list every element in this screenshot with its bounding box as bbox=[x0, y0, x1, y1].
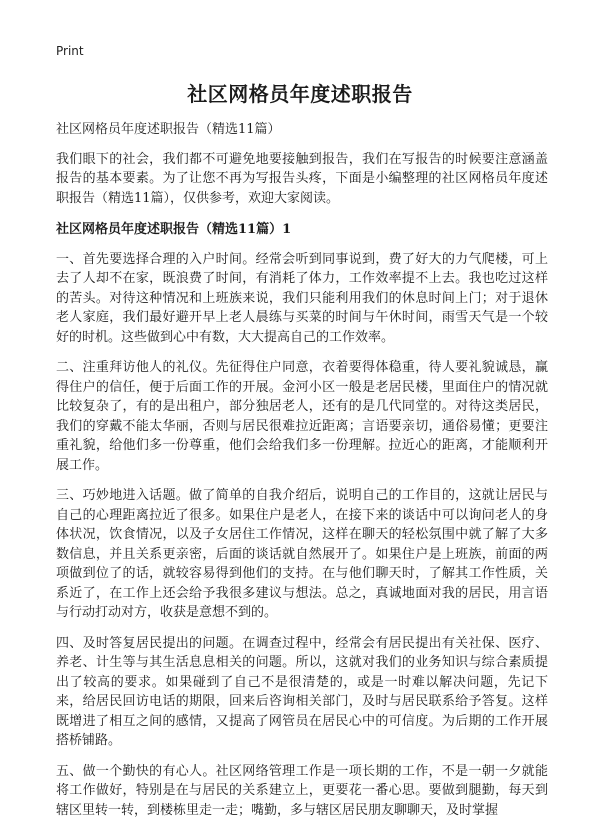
print-link[interactable]: Print bbox=[56, 44, 84, 58]
intro-paragraph: 我们眼下的社会，我们都不可避免地要接触到报告，我们在写报告的时候要注意涵盖报告的基本要素。为了让您不再为写报告头疼，下面是小编整理的社区网格员年度述职报告（精选11篇），仅供参考，欢迎大家阅读。 bbox=[56, 151, 548, 206]
section-heading: 社区网格员年度述职报告（精选11篇）1 bbox=[56, 222, 292, 237]
paragraph-3: 三、巧妙地进入话题。做了简单的自我介绍后，说明自己的工作目的，这就让居民与自己的心理距离拉近了很多。如果住户是老人，在接下来的谈话中可以询问老人的身体状况，饮食情况，以及子女居住工作情况，这样在聊天的轻松氛围中就了解了大多数信息，并且关系更亲密，后面的谈话就自然展开了。如果住户是上班族，前面的两项做到位了的话，就较容易得到他们的支持。在与他们聊天时，了解其工作性质，关系近了，在工作上还会给予我很多建议与想法。总之，真诚地面对我的居民，用言语与行动打动对方，收获是意想不到的。 bbox=[56, 488, 548, 620]
paragraph-5: 五、做一个勤快的有心人。社区网络管理工作是一项长期的工作，不是一朝一夕就能将工作做好，特别是在与居民的关系建立上，更要花一番心思。要做到腿勤，每天到辖区里转一转，到楼栋里走一走；嘴勤，多与辖区居民朋友聊聊天，及时掌握 bbox=[56, 763, 548, 818]
document-subtitle: 社区网格员年度述职报告（精选11篇） bbox=[56, 122, 281, 137]
document-body bbox=[56, 120, 548, 828]
paragraph-2: 二、注重拜访他人的礼仪。先征得住户同意，衣着要得体稳重，待人要礼貌诚恳，赢得住户的信任，便于后面工作的开展。金河小区一般是老居民楼，里面住户的情况就比较复杂了，有的是出租户，部分独居老人，还有的是几代同堂的。对待这类居民，我们的穿戴不能太华丽，否则与居民很难拉近距离；言语要亲切，通俗易懂；更要注重礼貌，给他们多一份尊重，他们会给我们多一份理解。拉近心的距离，才能顺利开展工作。 bbox=[56, 360, 548, 473]
paragraph-1: 一、首先要选择合理的入户时间。经常会听到同事说到，费了好大的力气爬楼，可上去了人却不在家，既浪费了时间，有消耗了体力，工作效率提不上去。我也吃过这样的苦头。对待这种情况和上班族来说，我们只能利用我们的休息时间上门；对于退休老人家庭，我们最好避开早上老人晨练与买菜的时间与午休时间，雨雪天气是一个较好的时机。这些做到心中有数，大大提高自己的工作效率。 bbox=[56, 251, 548, 345]
paragraph-4: 四、及时答复居民提出的问题。在调查过程中，经常会有居民提出有关社保、医疗、养老、计生等与其生活息息相关的问题。所以，这就对我们的业务知识与综合素质提出了较高的要求。如果碰到了自己不是很清楚的，或是一时难以解决问题，先记下来，给居民回访电话的期限，回来后咨询相关部门，及时与居民联系给予答复。这样既增进了相互之间的感情，又提高了网管员在居民心中的可信度。为后期的工作开展搭桥铺路。 bbox=[56, 635, 548, 748]
page-title: 社区网格员年度述职报告 bbox=[187, 82, 413, 106]
